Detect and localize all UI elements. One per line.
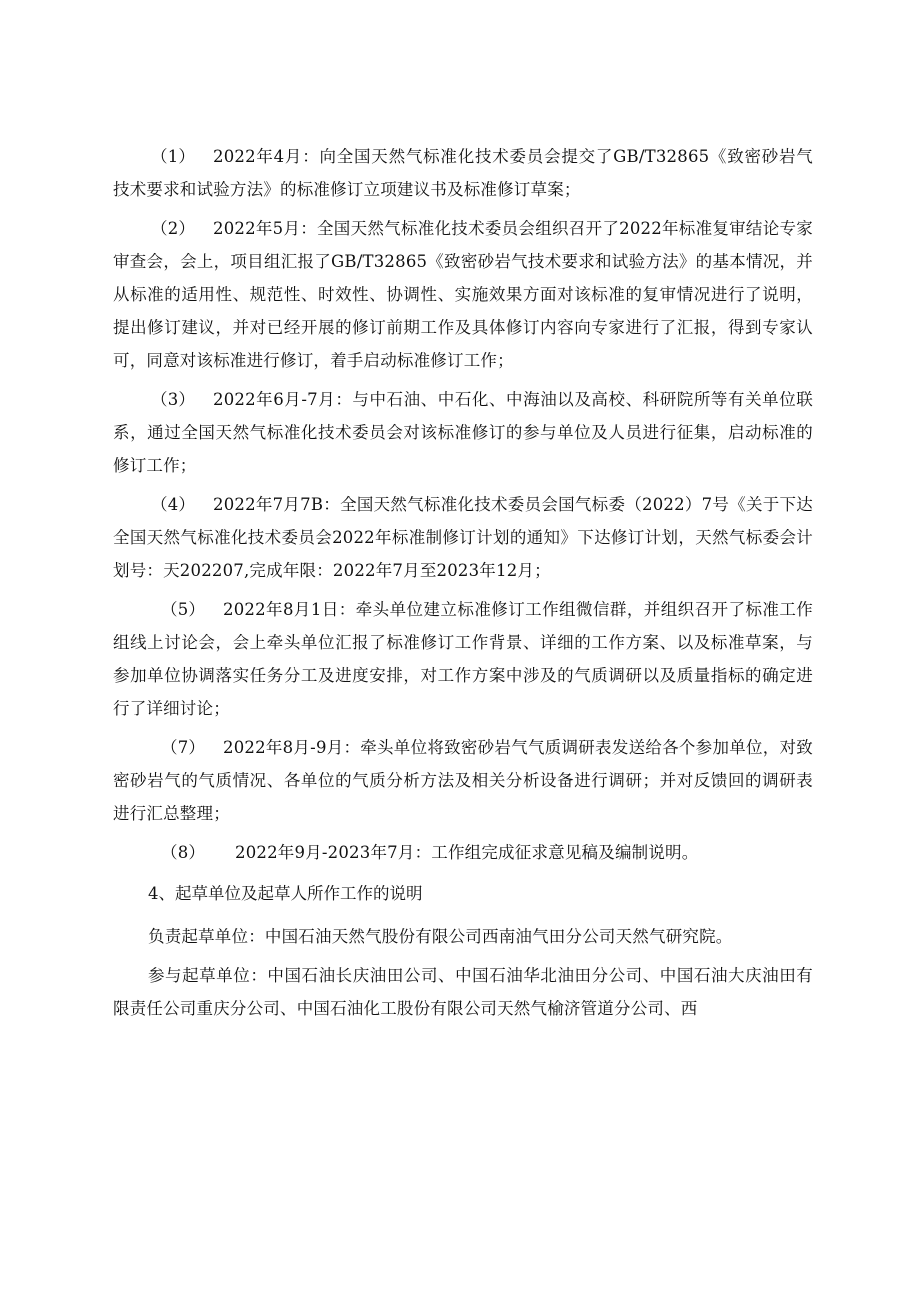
item-number: （1） [151, 147, 196, 166]
list-item [113, 593, 813, 725]
item-number: （3） [151, 390, 196, 409]
item-text: ：与中石油、中石化、中海油以及高校、科研院所等有关单位联系，通过全国天然气标准化技术委员会对该标准修订的参与单位及人员进行征集，启动标准的修订工作； [113, 390, 813, 475]
item-text: ：向全国天然气标准化技术委员会提交了GB/T32865《致密砂岩气技术要求和试验方法》的标准修订立项建议书及标准修订草案； [113, 147, 813, 199]
list-item [113, 140, 813, 206]
list-item [113, 383, 813, 482]
item-date: 2022年6月-7月 [213, 390, 336, 409]
item-date: 2022年8月-9月 [223, 738, 344, 757]
section-heading: 4、起草单位及起草人所作工作的说明 [148, 884, 423, 903]
lead-drafting-unit: 负责起草单位：中国石油天然气股份有限公司西南油气田分公司天然气研究院。 [148, 927, 733, 946]
item-text: ：全国天然气标准化技术委员会国气标委（2022）7号《关于下达全国天然气标准化技术委员会2022年标准制修订计划的通知》下达修订计划，天然气标委会计划号：天202207,完成年限：2022年7月至2023年12月； [113, 495, 813, 580]
item-number: （2） [151, 219, 196, 238]
item-date: 2022年4月 [213, 147, 303, 166]
item-date: 2022年5月 [213, 219, 301, 238]
list-item [113, 212, 813, 377]
participating-drafting-units: 参与起草单位：中国石油长庆油田公司、中国石油华北油田分公司、中国石油大庆油田有限责任公司重庆分公司、中国石油化工股份有限公司天然气榆济管道分公司、西 [113, 966, 813, 1018]
list-item [113, 836, 813, 869]
item-date: 2022年7月7B [213, 495, 324, 514]
item-date: 2022年8月1日 [223, 600, 339, 619]
item-number: （8） [161, 843, 206, 862]
item-date: 2022年9月-2023年7月 [235, 843, 415, 862]
item-number: （7） [161, 738, 206, 757]
list-item [113, 731, 813, 830]
item-text: ：牵头单位将致密砂岩气气质调研表发送给各个参加单位，对致密砂岩气的气质情况、各单位的气质分析方法及相关分析设备进行调研；并对反馈回的调研表进行汇总整理； [113, 738, 814, 823]
item-number: （5） [161, 600, 206, 619]
list-item [113, 488, 813, 587]
item-text: ：全国天然气标准化技术委员会组织召开了2022年标准复审结论专家审查会，会上，项目组汇报了GB/T32865《致密砂岩气技术要求和试验方法》的基本情况，并从标准的适用性、规范性、时效性、协调性、实施效果方面对该标准的复审情况进行了说明，提出修订建议，并对已经开展的修订前期工作及具体修订内容向专家进行了汇报，得到专家认可，同意对该标准进行修订，着手启动标准修订工作； [113, 219, 813, 370]
item-number: （4） [151, 495, 196, 514]
item-text: ：工作组完成征求意见稿及编制说明。 [414, 843, 699, 862]
document-body [113, 140, 813, 1031]
item-text: ：牵头单位建立标准修订工作组微信群，并组织召开了标准工作组线上讨论会，会上牵头单位汇报了标准修订工作背景、详细的工作方案、以及标准草案，与参加单位协调落实任务分工及进度安排，对工作方案中涉及的气质调研以及质量指标的确定进行了详细讨论； [113, 600, 813, 718]
